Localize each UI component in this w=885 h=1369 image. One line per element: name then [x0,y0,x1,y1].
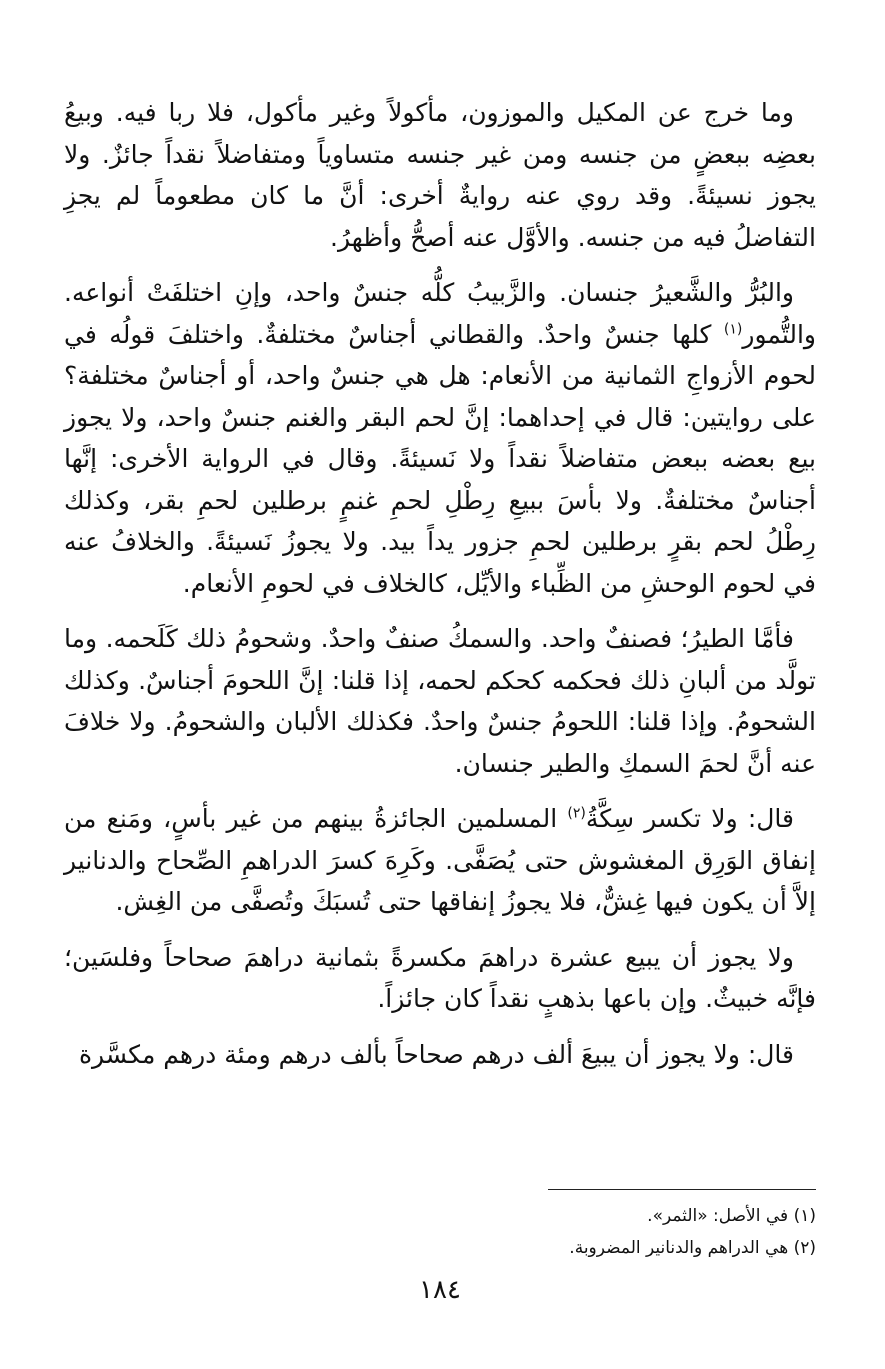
body-text [64,92,816,1075]
paragraph [64,618,816,784]
book-page [64,92,816,1342]
footnote-marker[interactable]: (٢) [567,805,586,822]
paragraph [64,798,816,923]
footnote-marker[interactable]: (١) [723,321,743,338]
paragraph-text: المسلمين الجائزةُ بينهم من غير بأسٍ، ومَنع من إنفاق الوَرِق المغشوش حتى يُصَفَّى. وكَرِهَ كسرَ الدراهمِ الصِّحاح والدنانير إلاَّ أن يكون فيها غِشٌّ، فلا يجوزُ إنفاقها حتى تُسبَكَ وتُصفَّى من الغِش. [64,804,816,916]
footnote-2: (٢) هي الدراهم والدنانير المضروبة. [569,1238,816,1258]
footnote-separator [548,1189,816,1190]
paragraph-text: وما خرج عن المكيل والموزون، مأكولاً وغير مأكول، فلا ربا فيه. وبيعُ بعضِه ببعضٍ من جنسه ومن غير جنسه متساوياً ومتفاضلاً نقداً جائزٌ. ولا يجوز نسيئةً. وقد روي عنه روايةٌ أخرى: أنَّ ما كان مطعوماً لم يجزِ التفاضلُ فيه من جنسه. والأوَّل عنه أصحُّ وأظهرُ. [64,98,816,252]
paragraph-text: كلها جنسٌ واحدٌ. والقطاني أجناسٌ مختلفةٌ. واختلفَ قولُه في لحوم الأزواجِ الثمانية من الأنعام: هل هي جنسٌ واحد، أو أجناسٌ مختلفة؟ على روايتين: قال في إحداهما: إنَّ لحم البقر والغنم جنسٌ واحد، ولا يجوز بيع بعضه ببعض متفاضلاً نقداً ولا نَسيئةً. وقال في الرواية الأخرى: إنَّها أجناسٌ مختلفةٌ. ولا بأسَ ببيعِ رِطْلِ لحمِ غنمٍ برطلين لحمِ بقر، وكذلك رِطْلُ لحم بقرٍ برطلين لحمِ جزور يداً بيد. ولا يجوزُ نَسيئةً. والخلافُ عنه في لحوم الوحشِ من الظِّباء والأيِّل، كالخلاف في لحومِ الأنعام. [64,319,816,598]
paragraph [64,92,816,258]
paragraph-text: فأمَّا الطيرُ؛ فصنفٌ واحد. والسمكُ صنفٌ واحدٌ. وشحومُ ذلك كَلَحمه. وما تولَّد من ألبانِ ذلك فحكمه كحكم لحمه، إذا قلنا: إنَّ اللحومَ أجناسٌ. وكذلك الشحومُ. وإذا قلنا: اللحومُ جنسٌ واحدٌ. فكذلك الألبان والشحومُ. ولا خلافَ عنه أنَّ لحمَ السمكِ والطير جنسان. [64,624,816,778]
footnote-1: (١) في الأصل: «الثمر». [647,1206,816,1226]
footnotes [64,1200,816,1264]
paragraph-text: قال: ولا يجوز أن يبيعَ ألف درهم صحاحاً بألف درهم ومئة درهم مكسَّرة [78,1039,794,1069]
paragraph [64,1034,816,1076]
page-number: ١٨٤ [419,1275,461,1305]
paragraph-text: قال: ولا تكسر سِكَّةُ [585,804,795,833]
paragraph [64,272,816,604]
paragraph-text: والبُرُّ والشَّعيرُ جنسان. والزَّبيبُ كلُّه جنسٌ واحد، وإنِ اختلفَتْ أنواعه. والتُّمور [64,278,816,349]
paragraph-text: ولا يجوز أن يبيع عشرة دراهمَ مكسرةً بثمانية دراهمَ صحاحاً وفلسَين؛ فإنَّه خبيثٌ. وإن باعها بذهبٍ نقداً كان جائزاً. [64,942,816,1013]
paragraph [64,937,816,1020]
